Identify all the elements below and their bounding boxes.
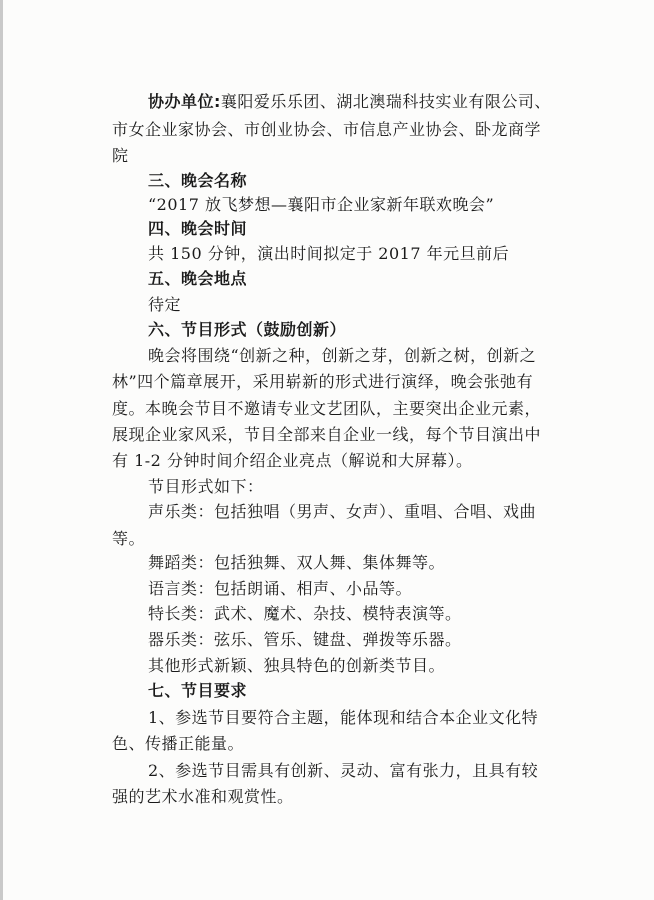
vocal-category-cont: 等。 <box>112 529 146 548</box>
section-4-heading: 四、晚会时间 <box>148 219 248 238</box>
other-category: 其他形式新颖、独具特色的创新类节目。 <box>148 656 446 675</box>
gala-time-text: 共 150 分钟，演出时间拟定于 2017 年元旦前后 <box>148 244 510 263</box>
program-form-para-1: 晚会将围绕“创新之种，创新之芽，创新之树，创新之 <box>148 346 537 365</box>
requirement-2-line-1: 2、参选节目需具有创新、灵动、富有张力，且具有较 <box>148 761 539 780</box>
program-form-para-3: 度。本晚会节目不邀请专业文艺团队，主要突出企业元素， <box>112 399 542 418</box>
instrumental-category: 器乐类：弦乐、管乐、键盘、弹拨等乐器。 <box>148 630 462 649</box>
program-form-para-5: 有 1-2 分钟时间介绍企业亮点（解说和大屏幕）。 <box>112 451 473 470</box>
requirement-1-line-2: 色、传播正能量。 <box>112 734 245 753</box>
section-5-heading: 五、晚会地点 <box>148 269 248 288</box>
section-3-heading: 三、晚会名称 <box>148 171 248 190</box>
scan-edge <box>0 0 3 900</box>
co-organizers-label: 协办单位: <box>148 92 221 111</box>
vocal-category: 声乐类：包括独唱（男声、女声）、重唱、合唱、戏曲 <box>148 502 537 521</box>
gala-name-text: “2017 放飞梦想—襄阳市企业家新年联欢晚会” <box>148 195 495 214</box>
gala-venue-text: 待定 <box>148 295 182 314</box>
language-category: 语言类：包括朗诵、相声、小品等。 <box>148 579 413 598</box>
program-form-para-4: 展现企业家风采，节目全部来自企业一线，每个节目演出中 <box>112 425 542 444</box>
section-6-heading: 六、节目形式（鼓励创新） <box>148 320 347 339</box>
talent-category: 特长类：武术、魔术、杂技、模特表演等。 <box>148 604 462 623</box>
dance-category: 舞蹈类：包括独舞、双人舞、集体舞等。 <box>148 553 446 572</box>
requirement-1-line-1: 1、参选节目要符合主题，能体现和结合本企业文化特 <box>148 708 539 727</box>
section-7-heading: 七、节目要求 <box>148 681 248 700</box>
program-form-list-intro: 节目形式如下： <box>148 477 264 496</box>
co-organizers-text: 襄阳爱乐乐团、湖北澳瑞科技实业有限公司、 <box>220 92 551 111</box>
requirement-2-line-2: 强的艺术水准和观赏性。 <box>112 787 294 806</box>
co-organizers-line-3: 院 <box>112 146 129 165</box>
program-form-para-2: 林”四个篇章展开，采用崭新的形式进行演绎，晚会张弛有 <box>112 372 534 391</box>
co-organizers-line <box>148 92 551 112</box>
co-organizers-line-2: 市女企业家协会、市创业协会、市信息产业协会、卧龙商学 <box>112 120 542 139</box>
